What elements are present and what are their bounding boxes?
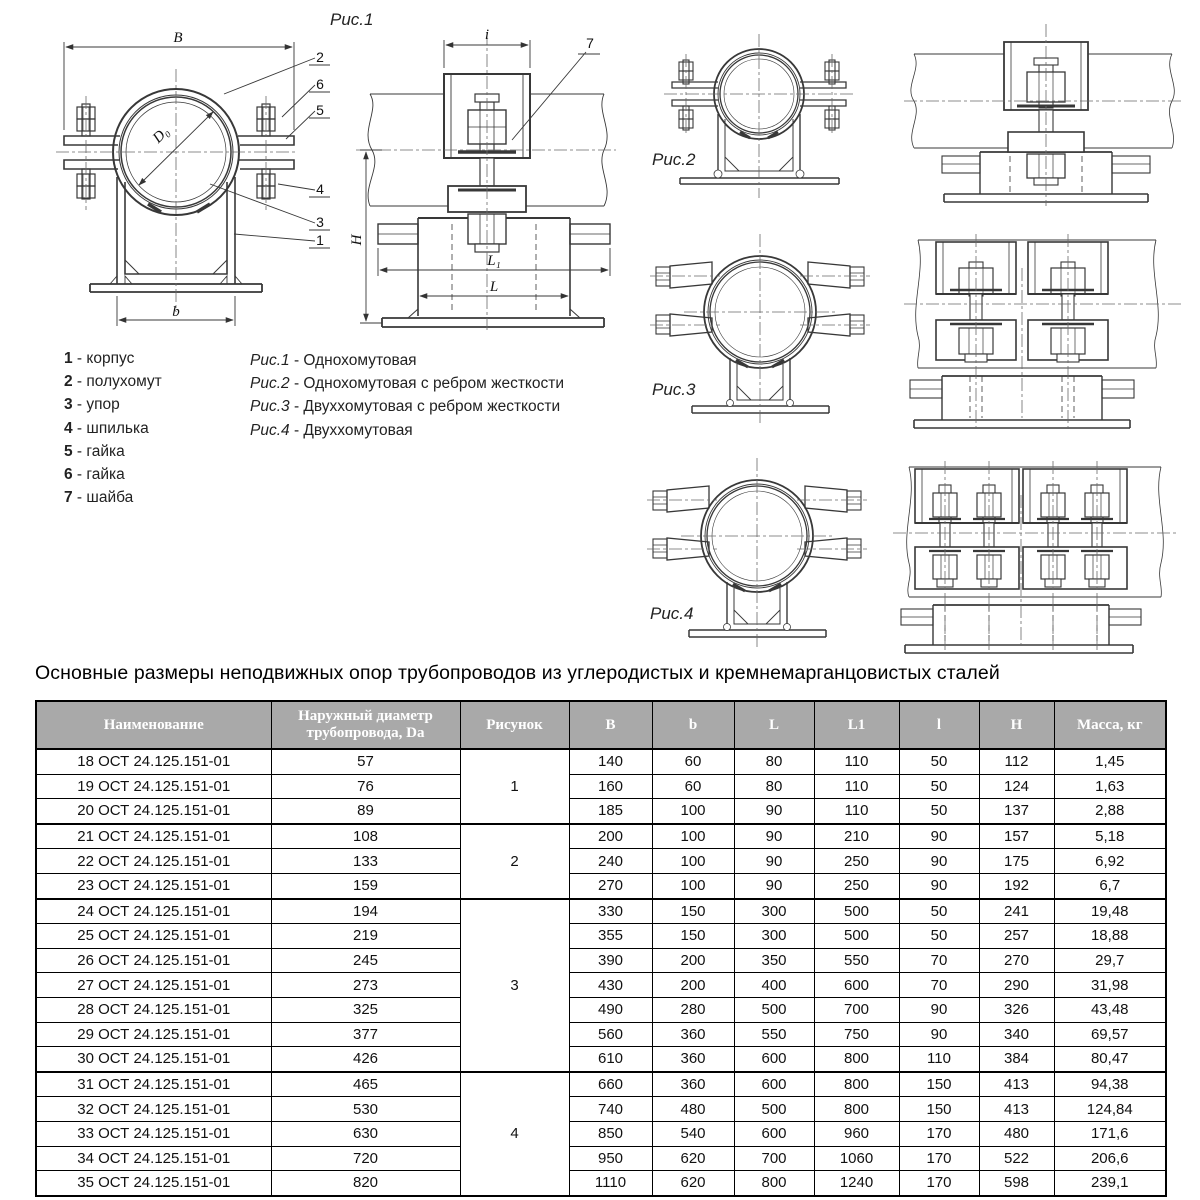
fig4-label: Рис.4: [650, 604, 694, 623]
cell-L: 90: [734, 824, 814, 849]
cell-name: 25 ОСТ 24.125.151-01: [36, 924, 271, 949]
cell-name: 33 ОСТ 24.125.151-01: [36, 1121, 271, 1146]
cell-l: 90: [899, 1022, 979, 1047]
cell-b: 200: [652, 948, 734, 973]
table-row: [36, 1146, 1166, 1171]
legend-item: [64, 393, 162, 416]
cell-l: 170: [899, 1171, 979, 1196]
cell-l: 90: [899, 824, 979, 849]
table-row: [36, 899, 1166, 924]
cell-figure: 2: [460, 824, 569, 899]
cell-name: 18 ОСТ 24.125.151-01: [36, 749, 271, 774]
cell-diameter: 630: [271, 1121, 460, 1146]
table-row: [36, 799, 1166, 824]
cell-H: 413: [979, 1072, 1054, 1097]
column-header: B: [569, 701, 652, 749]
callout-3: 3: [316, 214, 324, 230]
cell-B: 160: [569, 774, 652, 799]
cell-diameter: 133: [271, 849, 460, 874]
cell-diameter: 194: [271, 899, 460, 924]
cell-diameter: 325: [271, 997, 460, 1022]
column-header: l: [899, 701, 979, 749]
legend-item-number: 6: [64, 466, 73, 484]
legend-item-label: - корпус: [72, 350, 135, 367]
cell-mass: 80,47: [1054, 1047, 1166, 1072]
cell-b: 200: [652, 973, 734, 998]
cell-L: 400: [734, 973, 814, 998]
legend-item-number: 7: [64, 489, 73, 507]
table-header: [36, 701, 1166, 749]
cell-b: 540: [652, 1121, 734, 1146]
column-header: L1: [814, 701, 899, 749]
cell-L1: 110: [814, 774, 899, 799]
cell-L1: 250: [814, 849, 899, 874]
legend-item-label: - шайба: [72, 489, 134, 507]
table-row: [36, 1022, 1166, 1047]
cell-H: 290: [979, 973, 1054, 998]
cell-mass: 6,7: [1054, 873, 1166, 898]
callout-4: 4: [316, 181, 324, 197]
table-row: [36, 948, 1166, 973]
cell-H: 326: [979, 997, 1054, 1022]
cell-diameter: 377: [271, 1022, 460, 1047]
table-row: [36, 997, 1166, 1022]
dim-B-label: B: [173, 30, 183, 46]
cell-L: 800: [734, 1171, 814, 1196]
cell-diameter: 57: [271, 749, 460, 774]
cell-diameter: 76: [271, 774, 460, 799]
legend-item-label: - шпилька: [72, 419, 149, 437]
legend-item-number: 2: [64, 373, 73, 391]
table-row: [36, 1097, 1166, 1122]
cell-mass: 171,6: [1054, 1121, 1166, 1146]
cell-L: 80: [734, 749, 814, 774]
legend-item: [64, 417, 162, 440]
cell-l: 70: [899, 973, 979, 998]
figure-caption: [250, 395, 564, 418]
cell-name: 26 ОСТ 24.125.151-01: [36, 948, 271, 973]
cell-b: 100: [652, 849, 734, 874]
figure-caption: [250, 349, 564, 372]
table-row: [36, 824, 1166, 849]
cell-l: 170: [899, 1121, 979, 1146]
cell-B: 355: [569, 924, 652, 949]
cell-b: 60: [652, 749, 734, 774]
cell-l: 70: [899, 948, 979, 973]
cell-L1: 1240: [814, 1171, 899, 1196]
legend: [64, 347, 162, 509]
cell-H: 257: [979, 924, 1054, 949]
figure-captions: [250, 349, 564, 442]
cell-L: 700: [734, 1146, 814, 1171]
figure-caption-number: Рис.3: [250, 398, 290, 416]
figure-caption: [250, 419, 564, 442]
table-row: [36, 1047, 1166, 1072]
cell-l: 90: [899, 849, 979, 874]
cell-L: 350: [734, 948, 814, 973]
cell-B: 185: [569, 799, 652, 824]
cell-L1: 960: [814, 1121, 899, 1146]
cell-B: 490: [569, 997, 652, 1022]
fig1-label: Рис.1: [330, 10, 374, 29]
cell-L: 90: [734, 849, 814, 874]
cell-b: 360: [652, 1047, 734, 1072]
table-title: Основные размеры неподвижных опор трубопроводов из углеродистых и кремнемарганцовистых сталей: [35, 662, 1000, 684]
cell-name: 24 ОСТ 24.125.151-01: [36, 899, 271, 924]
cell-L1: 1060: [814, 1146, 899, 1171]
cell-name: 30 ОСТ 24.125.151-01: [36, 1047, 271, 1072]
cell-figure: 1: [460, 749, 569, 824]
cell-L: 500: [734, 997, 814, 1022]
cell-L1: 800: [814, 1047, 899, 1072]
figure-caption-text: - Двуххомутовая с ребром жесткости: [289, 398, 561, 416]
column-header: Масса, кг: [1054, 701, 1166, 749]
cell-B: 950: [569, 1146, 652, 1171]
cell-L1: 110: [814, 799, 899, 824]
cell-b: 100: [652, 873, 734, 898]
cell-L: 80: [734, 774, 814, 799]
cell-name: 22 ОСТ 24.125.151-01: [36, 849, 271, 874]
cell-mass: 1,63: [1054, 774, 1166, 799]
legend-item-label: - полухомут: [72, 373, 162, 391]
cell-l: 50: [899, 774, 979, 799]
cell-b: 620: [652, 1146, 734, 1171]
cell-H: 340: [979, 1022, 1054, 1047]
cell-b: 620: [652, 1171, 734, 1196]
callout-7: 7: [586, 35, 594, 51]
cell-name: 20 ОСТ 24.125.151-01: [36, 799, 271, 824]
cell-L: 500: [734, 1097, 814, 1122]
legend-item: [64, 347, 162, 370]
cell-H: 598: [979, 1171, 1054, 1196]
cell-l: 50: [899, 899, 979, 924]
cell-mass: 43,48: [1054, 997, 1166, 1022]
column-header: Наименование: [36, 701, 271, 749]
callout-1: 1: [316, 232, 324, 248]
table-row: [36, 873, 1166, 898]
cell-l: 50: [899, 799, 979, 824]
cell-name: 29 ОСТ 24.125.151-01: [36, 1022, 271, 1047]
fig2-label: Рис.2: [652, 150, 696, 169]
cell-L1: 700: [814, 997, 899, 1022]
cell-B: 240: [569, 849, 652, 874]
cell-name: 34 ОСТ 24.125.151-01: [36, 1146, 271, 1171]
table-header-row: [36, 701, 1166, 749]
cell-H: 270: [979, 948, 1054, 973]
fig3-front-drawing: [648, 226, 873, 431]
cell-l: 50: [899, 924, 979, 949]
legend-item: [64, 440, 162, 463]
cell-B: 270: [569, 873, 652, 898]
cell-name: 32 ОСТ 24.125.151-01: [36, 1097, 271, 1122]
cell-H: 241: [979, 899, 1054, 924]
fig2-side-drawing: [898, 16, 1188, 211]
cell-b: 100: [652, 824, 734, 849]
legend-item: [64, 486, 162, 509]
cell-b: 150: [652, 924, 734, 949]
legend-item-label: - гайка: [72, 466, 125, 484]
cell-name: 28 ОСТ 24.125.151-01: [36, 997, 271, 1022]
cell-mass: 2,88: [1054, 799, 1166, 824]
fig2-front-drawing: [652, 16, 867, 206]
fig1-front-drawing: [28, 14, 330, 344]
cell-b: 150: [652, 899, 734, 924]
table-row: [36, 1072, 1166, 1097]
fig3-label: Рис.3: [652, 380, 696, 399]
dim-L1-label: L₁: [487, 253, 501, 269]
cell-B: 610: [569, 1047, 652, 1072]
cell-H: 112: [979, 749, 1054, 774]
cell-L1: 500: [814, 899, 899, 924]
cell-L: 90: [734, 873, 814, 898]
cell-B: 140: [569, 749, 652, 774]
legend-item-number: 4: [64, 419, 73, 437]
cell-diameter: 426: [271, 1047, 460, 1072]
cell-b: 360: [652, 1072, 734, 1097]
column-header: b: [652, 701, 734, 749]
fig1-side-drawing: [349, 18, 620, 336]
cell-B: 430: [569, 973, 652, 998]
cell-l: 90: [899, 873, 979, 898]
cell-name: 21 ОСТ 24.125.151-01: [36, 824, 271, 849]
column-header: Рисунок: [460, 701, 569, 749]
dimensions-table: [35, 700, 1167, 1197]
figure-caption-text: - Однохомутовая с ребром жесткости: [289, 375, 565, 393]
figure-caption: [250, 372, 564, 395]
cell-mass: 124,84: [1054, 1097, 1166, 1122]
cell-mass: 6,92: [1054, 849, 1166, 874]
cell-diameter: 720: [271, 1146, 460, 1171]
cell-name: 23 ОСТ 24.125.151-01: [36, 873, 271, 898]
callout-6: 6: [316, 76, 324, 92]
table-row: [36, 749, 1166, 774]
cell-B: 660: [569, 1072, 652, 1097]
table-body: [36, 749, 1166, 1196]
cell-L1: 500: [814, 924, 899, 949]
cell-B: 200: [569, 824, 652, 849]
cell-mass: 29,7: [1054, 948, 1166, 973]
cell-mass: 5,18: [1054, 824, 1166, 849]
fig3-side-drawing: [898, 228, 1188, 438]
legend-item-number: 5: [64, 442, 73, 460]
cell-mass: 239,1: [1054, 1171, 1166, 1196]
cell-B: 390: [569, 948, 652, 973]
figure-caption-number: Рис.1: [250, 352, 290, 369]
cell-mass: 94,38: [1054, 1072, 1166, 1097]
cell-b: 480: [652, 1097, 734, 1122]
figure-caption-number: Рис.2: [250, 375, 290, 393]
cell-diameter: 820: [271, 1171, 460, 1196]
cell-B: 850: [569, 1121, 652, 1146]
table-row: [36, 1171, 1166, 1196]
legend-item: [64, 463, 162, 486]
cell-l: 150: [899, 1072, 979, 1097]
cell-mass: 206,6: [1054, 1146, 1166, 1171]
cell-L: 600: [734, 1121, 814, 1146]
table-row: [36, 774, 1166, 799]
cell-L: 600: [734, 1047, 814, 1072]
callout-2: 2: [316, 49, 324, 65]
cell-figure: 3: [460, 899, 569, 1072]
cell-L: 600: [734, 1072, 814, 1097]
cell-l: 170: [899, 1146, 979, 1171]
cell-diameter: 89: [271, 799, 460, 824]
cell-H: 157: [979, 824, 1054, 849]
cell-diameter: 273: [271, 973, 460, 998]
cell-H: 192: [979, 873, 1054, 898]
cell-figure: 4: [460, 1072, 569, 1196]
cell-L1: 600: [814, 973, 899, 998]
cell-diameter: 108: [271, 824, 460, 849]
cell-L1: 250: [814, 873, 899, 898]
cell-H: 384: [979, 1047, 1054, 1072]
dim-i-label: i: [484, 27, 490, 43]
cell-diameter: 530: [271, 1097, 460, 1122]
cell-mass: 18,88: [1054, 924, 1166, 949]
cell-L: 300: [734, 899, 814, 924]
fig4-side-drawing: [885, 455, 1185, 655]
cell-L: 90: [734, 799, 814, 824]
table-row: [36, 973, 1166, 998]
cell-b: 280: [652, 997, 734, 1022]
cell-L: 550: [734, 1022, 814, 1047]
column-header: L: [734, 701, 814, 749]
cell-L1: 550: [814, 948, 899, 973]
cell-l: 110: [899, 1047, 979, 1072]
cell-H: 522: [979, 1146, 1054, 1171]
table-row: [36, 924, 1166, 949]
cell-mass: 69,57: [1054, 1022, 1166, 1047]
figure-caption-text: - Двуххомутовая: [289, 421, 413, 439]
cell-L1: 210: [814, 824, 899, 849]
cell-B: 1110: [569, 1171, 652, 1196]
cell-L: 300: [734, 924, 814, 949]
dim-b-label: b: [172, 304, 180, 320]
cell-B: 330: [569, 899, 652, 924]
figure-caption-number: Рис.4: [250, 421, 290, 439]
cell-H: 480: [979, 1121, 1054, 1146]
legend-item-number: 3: [64, 396, 73, 414]
cell-l: 50: [899, 749, 979, 774]
cell-b: 100: [652, 799, 734, 824]
legend-item: [64, 370, 162, 393]
cell-H: 175: [979, 849, 1054, 874]
cell-L1: 110: [814, 749, 899, 774]
legend-item-label: - упор: [72, 396, 120, 414]
cell-B: 740: [569, 1097, 652, 1122]
cell-name: 35 ОСТ 24.125.151-01: [36, 1171, 271, 1196]
legend-item-number: 1: [64, 350, 73, 367]
dim-Do-label: D₀: [149, 123, 173, 147]
column-header: H: [979, 701, 1054, 749]
cell-L1: 800: [814, 1072, 899, 1097]
column-header: Наружный диаметр трубопровода, Da: [271, 701, 460, 749]
cell-b: 60: [652, 774, 734, 799]
cell-diameter: 465: [271, 1072, 460, 1097]
callout-5: 5: [316, 102, 324, 118]
cell-name: 27 ОСТ 24.125.151-01: [36, 973, 271, 998]
figure-caption-text: - Однохомутовая: [289, 352, 417, 369]
cell-mass: 1,45: [1054, 749, 1166, 774]
cell-L1: 800: [814, 1097, 899, 1122]
cell-l: 150: [899, 1097, 979, 1122]
legend-item-label: - гайка: [72, 442, 125, 460]
table-row: [36, 1121, 1166, 1146]
dim-L-label: L: [489, 279, 499, 295]
cell-diameter: 245: [271, 948, 460, 973]
cell-l: 90: [899, 997, 979, 1022]
cell-H: 137: [979, 799, 1054, 824]
cell-H: 124: [979, 774, 1054, 799]
dim-H-label: H: [349, 234, 365, 246]
cell-mass: 19,48: [1054, 899, 1166, 924]
table-row: [36, 849, 1166, 874]
cell-B: 560: [569, 1022, 652, 1047]
cell-name: 31 ОСТ 24.125.151-01: [36, 1072, 271, 1097]
cell-diameter: 159: [271, 873, 460, 898]
cell-L1: 750: [814, 1022, 899, 1047]
cell-diameter: 219: [271, 924, 460, 949]
cell-mass: 31,98: [1054, 973, 1166, 998]
cell-b: 360: [652, 1022, 734, 1047]
cell-name: 19 ОСТ 24.125.151-01: [36, 774, 271, 799]
cell-H: 413: [979, 1097, 1054, 1122]
